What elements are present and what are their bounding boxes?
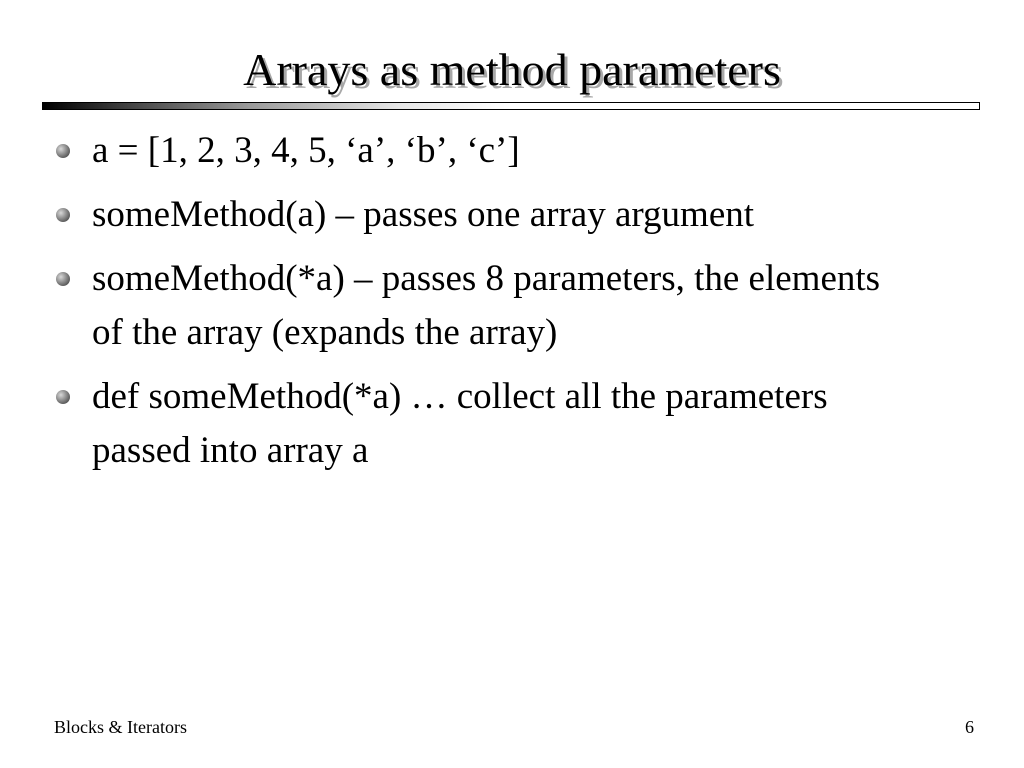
bullet-icon <box>56 208 70 222</box>
bullet-text: a = [1, 2, 3, 4, 5, ‘a’, ‘b’, ‘c’] <box>92 130 520 171</box>
title-divider <box>42 102 980 110</box>
bullet-list <box>54 124 954 488</box>
bullet-item <box>54 252 912 360</box>
bullet-icon <box>56 144 70 158</box>
slide-title: Arrays as method parameters <box>243 44 781 95</box>
bullet-item <box>54 188 954 242</box>
bullet-text: someMethod(a) – passes one array argument <box>92 194 755 235</box>
bullet-item <box>54 124 954 178</box>
bullet-text: someMethod(*a) – passes 8 parameters, the elements of the array (expands the array) <box>92 258 881 353</box>
bullet-item <box>54 370 832 478</box>
footer-title: Blocks & Iterators <box>54 717 187 737</box>
bullet-icon <box>56 390 70 404</box>
bullet-icon <box>56 272 70 286</box>
bullet-text: def someMethod(*a) … collect all the parameters passed into array a <box>92 376 828 471</box>
page-number: 6 <box>965 717 974 737</box>
